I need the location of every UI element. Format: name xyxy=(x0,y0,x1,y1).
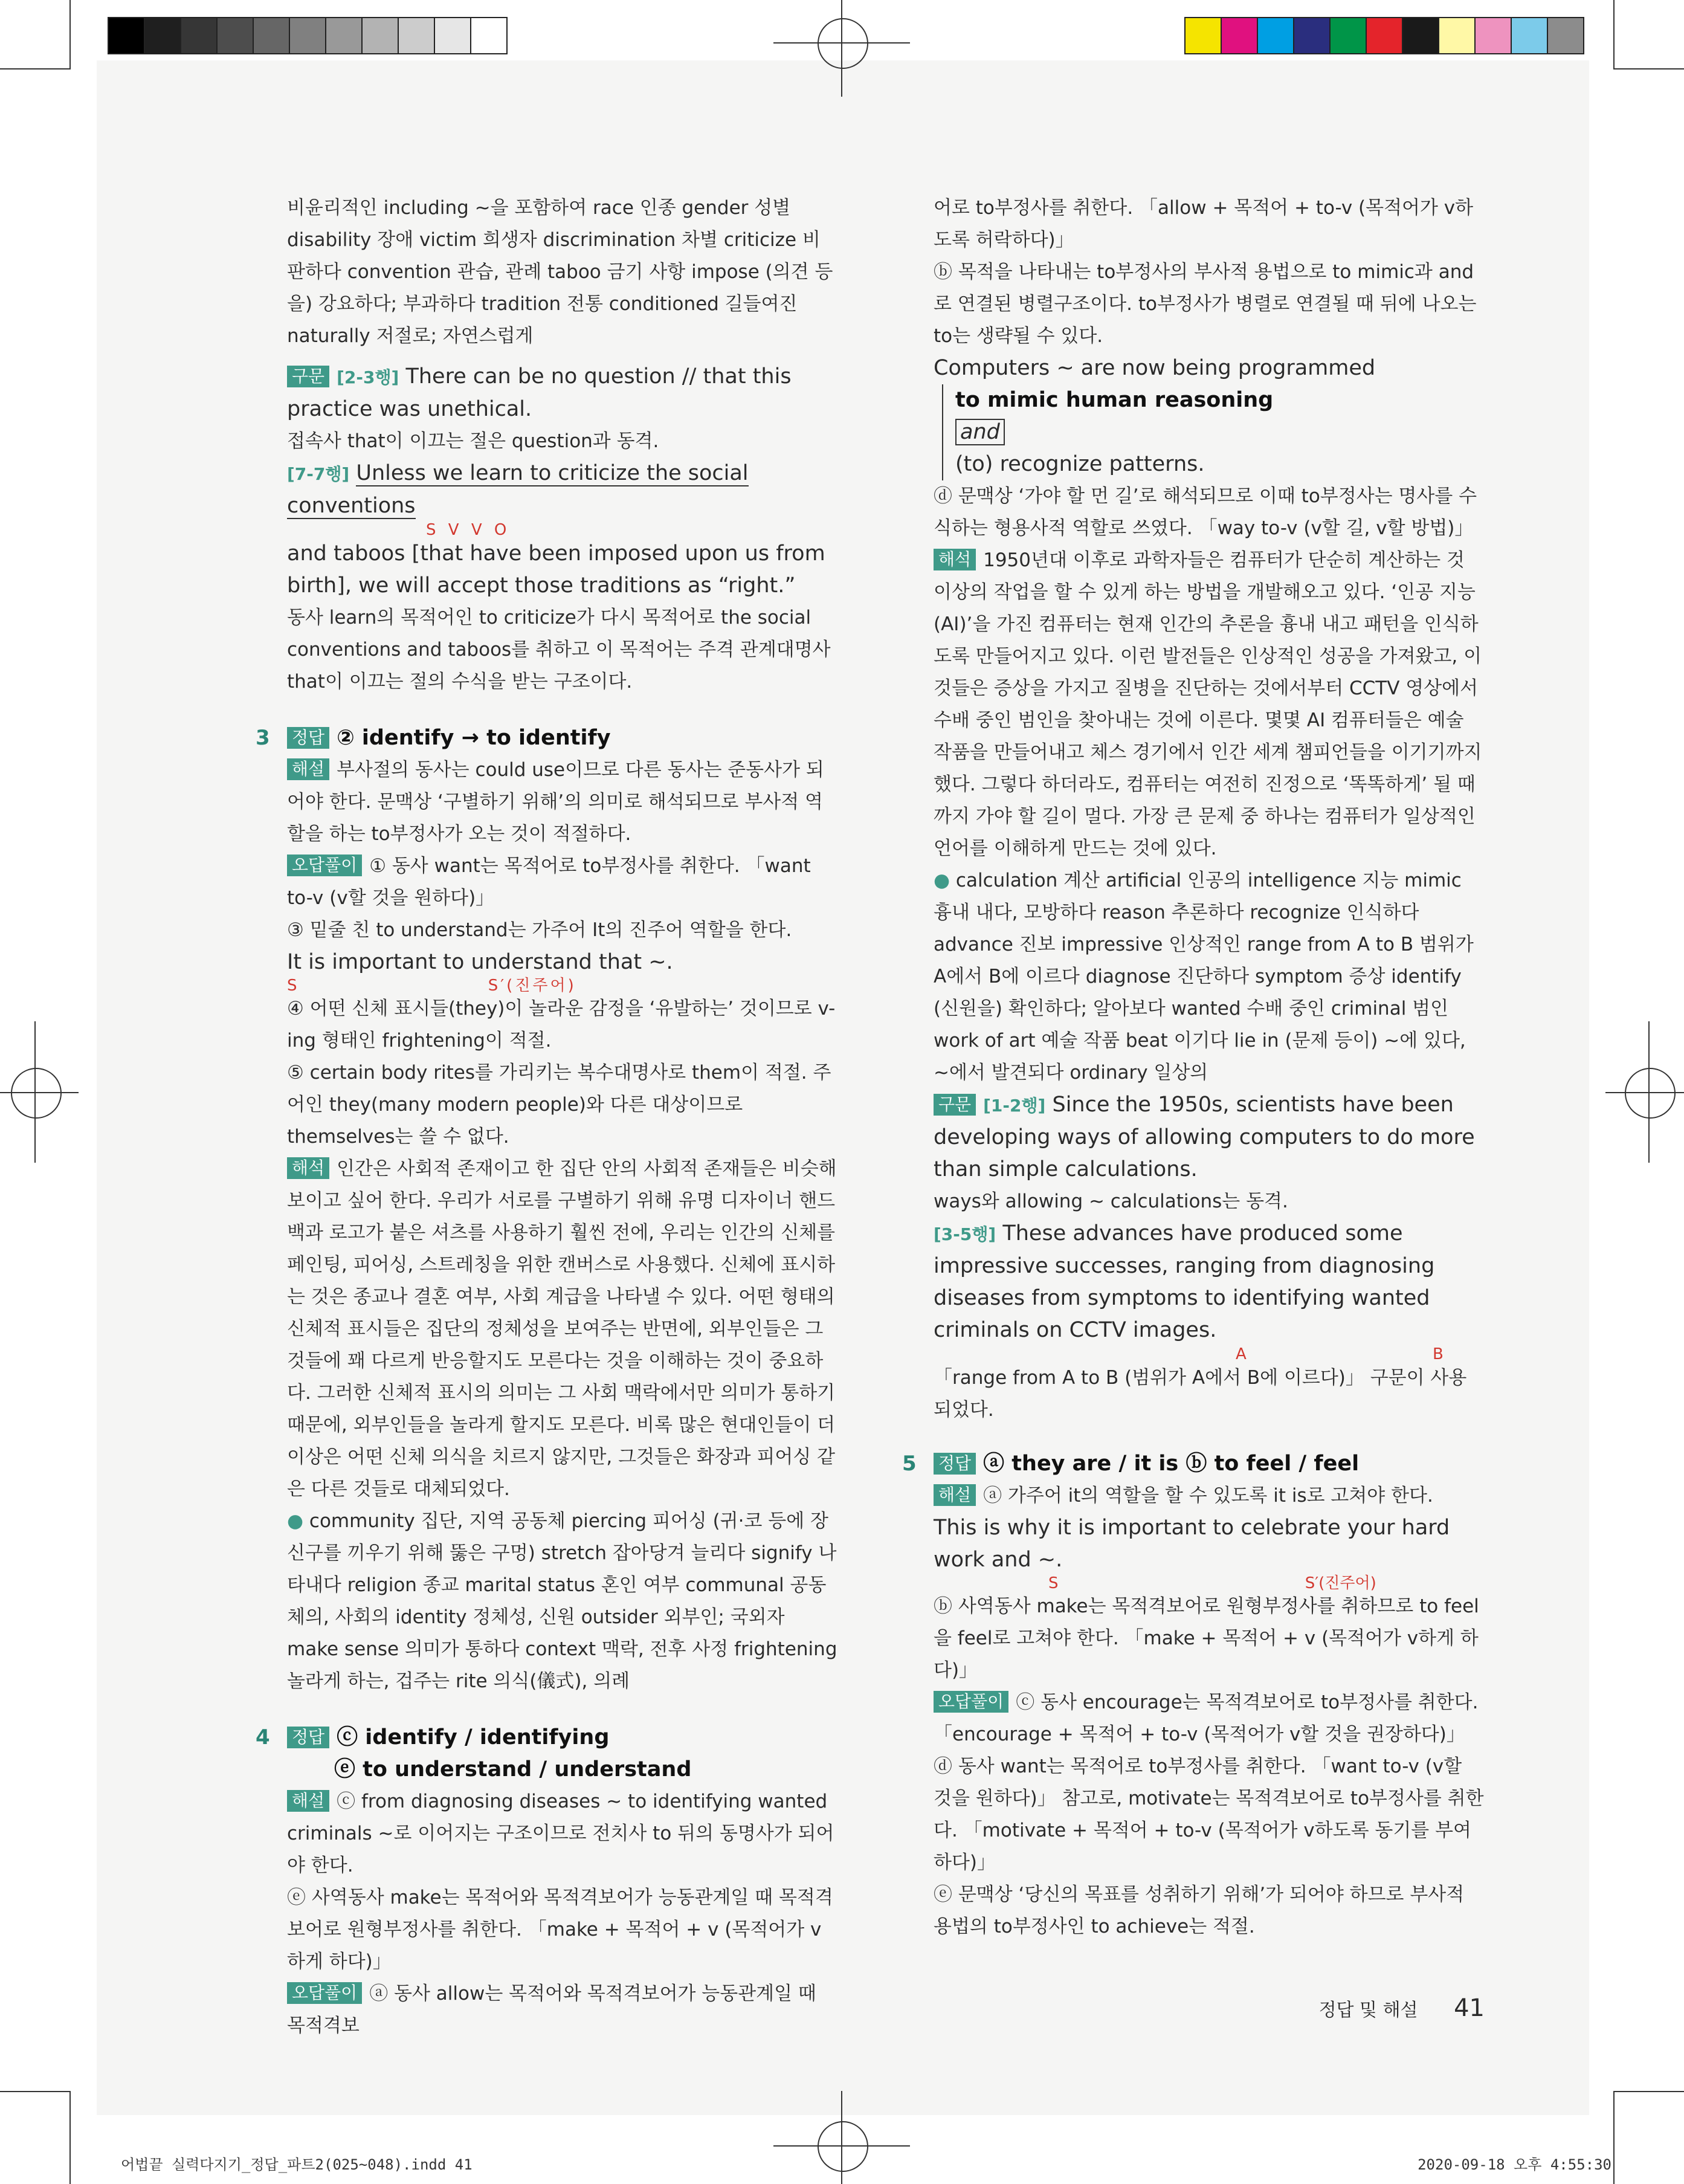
grammar-note: 접속사 that이 이끄는 절은 question과 동격. xyxy=(287,430,659,452)
explanation: 부사절의 동사는 could use이므로 다른 동사는 준동사가 되어야 한다. 문맥상 ‘구별하기 위해’의 의미로 해석되므로 부사적 역할을 하는 to부정사가 오는 것이 적절하다. xyxy=(287,759,824,845)
print-timestamp: 2020-09-18 오후 4:55:30 xyxy=(1418,2156,1611,2173)
answer: ⓔ to understand / understand xyxy=(334,1757,692,1782)
question-number: 4 xyxy=(256,1725,270,1749)
example-sentence: These advances have produced some impressive successes, ranging from diagnosing diseases from symptoms to identifying wanted criminals on CCTV images. xyxy=(934,1221,1435,1342)
example-sentence: It is important to understand that ~. xyxy=(287,950,673,974)
explanation: ⓐ 가주어 it의 역할을 할 수 있도록 it is로 고쳐야 한다. xyxy=(983,1485,1433,1507)
crop-mark xyxy=(0,2091,69,2092)
gumun-block: 구문 [2-3행] There can be no question // that this practice was unethical. 접속사 that이 이끄는 절은 question과 동격. [7-7행] Unless we learn to criticize the social conventions S V V O and taboos [that have been imposed upon us from birth], we will accept those traditions as “right.” 동사 learn의 목적어인 to criticize가 다시 목적어로 the social conventions and taboos를 취하고 이 목적어는 주격 관계대명사 that이 이끄는 절의 수식을 받는 구조이다. xyxy=(287,361,838,698)
crop-mark xyxy=(1615,68,1684,69)
example-sentence: Computers ~ are now being programmed xyxy=(934,356,1376,380)
translation: 1950년대 이후로 과학자들은 컴퓨터가 단순히 계산하는 것 이상의 작업을 할 수 있게 하는 방법을 개발해오고 있다. ‘인공 지능(AI)’을 가진 컴퓨터는 현재 인간의 추론을 흉내 내고 패턴을 인식하도록 만들어지고 있다. 이런 발전들은 인상적인 성공을 가져왔고, 이것들은 증상을 가지고 질병을 진단하는 것에서부터 CCTV 영상에서 수배 중인 범인을 찾아내는 것에 이른다. 몇몇 AI 컴퓨터들은 예술 작품을 만들어내고 체스 경기에서 인간 세계 챔피언들을 이기기까지 했다. 그렇다 하더라도, 컴퓨터는 여전히 진정으로 ‘똑똑하게’ 될 때까지 가야 할 길이 멀다. 가장 큰 문제 중 하나는 컴퓨터가 일상적인 언어를 이해하게 만드는 것에 있다. xyxy=(934,549,1482,859)
example-sentence: and taboos [that have been imposed upon us from birth], we will accept those traditions as “right.” xyxy=(287,541,825,598)
question-number: 5 xyxy=(902,1452,917,1476)
question-4: 4 정답 ⓒ identify / identifying ⓔ to understand / understand 해설 ⓒ from diagnosing diseases ~ to identifying wanted criminals ~로 이어지는 구조이므로 전치사 to 뒤의 동명사가 되어야 한다. ⓔ 사역동사 make는 목적어와 목적격보어가 능동관계일 때 목적격보어로 원형부정사를 취한다. 「make + 목적어 + v (목적어가 v하게 하다)」 오답풀이 ⓐ 동사 allow는 목적어와 목적격보어가 능동관계일 때 목적격보 xyxy=(287,1722,838,2042)
left-column xyxy=(256,192,838,2042)
vocab-list: 비윤리적인 including ~을 포함하여 race 인종 gender 성별 disability 장애 victim 희생자 discrimination 차별 criticize 비판하다 convention 관습, 관례 taboo 금기 사항 impose (의견 등을) 강요하다; 부과하다 tradition 전통 conditioned 길들여진 naturally 저절로; 자연스럽게 xyxy=(287,197,833,347)
question-3: 3 정답 ② identify → to identify 해설 부사절의 동사는 could use이므로 다른 동사는 준동사가 되어야 한다. 문맥상 ‘구별하기 위해’의 의미로 해석되므로 부사적 역할을 하는 to부정사가 오는 것이 적절하다. 오답풀이 ① 동사 want는 목적어로 to부정사를 취한다. 「want to-v (v할 것을 원하다)」 ③ 밑줄 친 to understand는 가주어 It의 진주어 역할을 한다. It is important to understand that ~. S S′(진주어) ④ 어떤 신체 표시들(they)이 놀라운 감정을 ‘유발하는’ 것이므로 v-ing 형태인 frightening이 적절. ⑤ certain body rites를 가리키는 복수대명사로 them이 적절. 주어인 they(many modern people)와 다른 대상이므로 themselves는 쓸 수 없다. 해석 인간은 사회적 존재이고 한 집단 안의 사회적 존재들은 비슷해 보이고 싶어 한다. 우리가 서로를 구별하기 위해 유명 디자이너 핸드백과 로고가 붙은 셔츠를 사용하기 훨씬 전에, 우리는 인간의 신체를 페인팅, 피어싱, 스트레칭을 위한 캔버스로 사용했다. 신체에 표시하는 것은 종교나 결혼 여부, 사회 계급을 나타낼 수 있다. 어떤 형태의 신체적 표시들은 집단의 정체성을 보여주는 반면에, 외부인들은 그것들에 꽤 다르게 반응할지도 모른다는 것을 이해하는 것이 중요하다. 그러한 신체적 표시의 의미는 그 사회 맥락에서만 의미가 통하기 때문에, 외부인들을 놀라게 할지도 모른다. 비록 많은 현대인들이 더 이상은 어떤 신체 의식을 치르지 않지만, 그것들은 화장과 피어싱 같은 다른 것들로 대체되었다. ● community 집단, 지역 공동체 piercing 피어싱 (귀·코 등에 장신구를 끼우기 위해 뚫은 구멍) stretch 잡아당겨 늘리다 signify 나타내다 religion 종교 marital status 혼인 여부 communal 공동체의, 사회의 identity 정체성, 신원 outsider 외부인; 국외자 make sense 의미가 통하다 context 맥락, 전후 사정 frightening 놀라게 하는, 겁주는 rite 의식(儀式), 의례 xyxy=(287,722,838,1698)
crop-mark xyxy=(69,2091,71,2184)
explanation: ⓒ from diagnosing diseases ~ to identifying wanted criminals ~로 이어지는 구조이므로 전치사 to 뒤의 동명사가 되어야 한다. xyxy=(287,1791,834,1876)
crop-mark xyxy=(0,68,69,69)
file-slug: 어법끝 실력다지기_정답_파트2(025~048).indd 41 xyxy=(121,2156,473,2173)
grammar-note: 동사 learn의 목적어인 to criticize가 다시 목적어로 the social conventions and taboos를 취하고 이 목적어는 주격 관계대명사 that이 이끄는 절의 수식을 받는 구조이다. xyxy=(287,607,831,693)
question-number: 3 xyxy=(256,726,270,750)
syntax-marks: S S′(진주어) xyxy=(1048,1574,1376,1592)
crop-mark xyxy=(1615,2091,1684,2092)
question-5: 5 정답 ⓐ they are / it is ⓑ to feel / feel 해설 ⓐ 가주어 it의 역할을 할 수 있도록 it is로 고쳐야 한다. This is why it is important to celebrate your hard work and ~. S S′(진주어) ⓑ 사역동사 make는 목적격보어로 원형부정사를 취하므로 to feel을 feel로 고쳐야 한다. 「make + 목적어 + v (목적어가 v하게 하다)」 오답풀이 ⓒ 동사 encourage는 목적격보어로 to부정사를 취한다. 「encourage + 목적어 + to-v (목적어가 v할 것을 권장하다)」 ⓓ 동사 want는 목적어로 to부정사를 취한다. 「want to-v (v할 것을 원하다)」 참고로, motivate는 목적격보어로 to부정사를 취한다. 「motivate + 목적어 + to-v (목적어가 v하도록 동기를 부여하다)」 ⓔ 문맥상 ‘당신의 목표를 성취하기 위해’가 되어야 하므로 부사적 용법의 to부정사인 to achieve는 적절. xyxy=(934,1448,1485,1943)
translation: 인간은 사회적 존재이고 한 집단 안의 사회적 존재들은 비슷해 보이고 싶어 한다. 우리가 서로를 구별하기 위해 유명 디자이너 핸드백과 로고가 붙은 셔츠를 사용하기 훨씬 전에, 우리는 인간의 신체를 페인팅, 피어싱, 스트레칭을 위한 캔버스로 사용했다. 신체에 표시하는 것은 종교나 결혼 여부, 사회 계급을 나타낼 수 있다. 어떤 형태의 신체적 표시들은 집단의 정체성을 보여주는 반면에, 외부인들은 그것들에 꽤 다르게 반응할지도 모른다는 것을 이해하는 것이 중요하다. 그러한 신체적 표시의 의미는 그 사회 맥락에서만 의미가 통하기 때문에, 외부인들을 놀라게 할지도 모른다. 비록 많은 현대인들이 더 이상은 어떤 신체 의식을 치르지 않지만, 그것들은 화장과 피어싱 같은 다른 것들로 대체되었다. xyxy=(287,1158,837,1500)
syntax-marks: S S′(진주어) xyxy=(287,977,576,995)
color-bar xyxy=(1184,17,1584,54)
answer: ⓒ identify / identifying xyxy=(337,1725,610,1749)
page-footer xyxy=(1319,1994,1485,2022)
syntax-marks: A B xyxy=(1236,1345,1444,1363)
vocab-list: community 집단, 지역 공동체 piercing 피어싱 (귀·코 등에 장신구를 끼우기 위해 뚫은 구멍) stretch 잡아당겨 늘리다 signify 나타내다 religion 종교 marital status 혼인 여부 communal 공동체의, 사회의 identity 정체성, 신원 outsider 외부인; 국외자 make sense 의미가 통하다 context 맥락, 전후 사정 frightening 놀라게 하는, 겁주는 rite 의식(儀式), 의례 xyxy=(287,1510,837,1692)
example-sentence: Unless we learn to criticize the social conventions xyxy=(287,461,749,518)
gumun-tag: 구문 xyxy=(287,366,329,387)
crop-mark xyxy=(1613,0,1615,69)
bullet-icon: ● xyxy=(287,1510,304,1532)
answer: ⓐ they are / it is ⓑ to feel / feel xyxy=(983,1452,1360,1476)
example-sentence: This is why it is important to celebrate your hard work and ~. xyxy=(934,1516,1450,1572)
parallel-structure: to mimic human reasoning and (to) recognize patterns. xyxy=(942,384,1485,480)
example-sentence: There can be no question // that this practice was unethical. xyxy=(287,364,792,421)
gray-scale-bar xyxy=(108,17,508,54)
crop-mark xyxy=(69,0,71,69)
answer: ② identify → to identify xyxy=(337,726,611,750)
bullet-icon: ● xyxy=(934,870,950,891)
syntax-marks: S V V O xyxy=(426,521,511,539)
crop-mark xyxy=(1613,2091,1615,2184)
right-column: 어로 to부정사를 취한다. 「allow + 목적어 + to-v (목적어가 v하도록 허락하다)」 ⓑ 목적을 나타내는 to부정사의 부사적 용법으로 to mimic과 and로 연결된 병렬구조이다. to부정사가 병렬로 연결될 때 뒤에 나오는 to는 생략될 수 있다. Computers ~ are now being programmed to mimic human reasoning and (to) recognize patterns. ⓓ 문맥상 ‘가야 할 먼 길’로 해석되므로 이때 to부정사는 명사를 수식하는 형용사적 역할로 쓰였다. 「way to-v (v할 길, v할 방법)」 해석 1950년대 이후로 과학자들은 컴퓨터가 단순히 계산하는 것 이상의 작업을 할 수 있게 하는 방법을 개발해오고 있다. ‘인공 지능(AI)’을 가진 컴퓨터는 현재 인간의 추론을 흉내 내고 패턴을 인식하도록 만들어지고 있다. 이런 발전들은 인상적인 성공을 가져왔고, 이것들은 증상을 가지고 질병을 진단하는 것에서부터 CCTV 영상에서 수배 중인 범인을 찾아내는 것에 이른다. 몇몇 AI 컴퓨터들은 예술 작품을 만들어내고 체스 경기에서 인간 세계 챔피언들을 이기기까지 했다. 그렇다 하더라도, 컴퓨터는 여전히 진정으로 ‘똑똑하게’ 될 때까지 가야 할 길이 멀다. 가장 큰 문제 중 하나는 컴퓨터가 일상적인 언어를 이해하게 만드는 것에 있다. ● calculation 계산 artificial 인공의 intelligence 지능 mimic 흉내 내다, 모방하다 reason 추론하다 recognize 인식하다 advance 진보 impressive 인상적인 range from A to B 범위가 A에서 B에 이르다 diagnose 진단하다 symptom 증상 identify (신원을) 확인하다; 알아보다 wanted 수배 중인 criminal 범인 work of art 예술 작품 beat 이기다 lie in (문제 등이) ~에 있다, ~에서 발견되다 ordinary 일상의 구문 [1-2행] Since the 1950s, scientists have been developing ways of allowing computers to do more than simple calculations. ways와 allowing ~ calculations는 동격. [3-5행] These advances have produced some impressive successes, ranging from diagnosing diseases from symptoms to identifying wanted criminals on CCTV images. A B 「range from A to B (범위가 A에서 B에 이르다)」 구문이 사용되었다. 5 정답 ⓐ they are / it is ⓑ to feel / feel 해설 ⓐ 가주어 it의 역할을 할 수 있도록 it is로 고쳐야 한다. This is why it is important to celebrate your hard work and ~. S S′(진주어) ⓑ 사역동사 make는 목적격보어로 원형부정사를 취하므로 to feel을 feel로 고쳐야 한다. 「make + 목적어 + v (목적어가 v하게 하다)」 오답풀이 ⓒ 동사 encourage는 목적격보어로 to부정사를 취한다. 「encourage + 목적어 + to-v (목적어가 v할 것을 권장하다)」 ⓓ 동사 want는 목적어로 to부정사를 취한다. 「want to-v (v할 것을 원하다)」 참고로, motivate는 목적격보어로 to부정사를 취한다. 「motivate + 목적어 + to-v (목적어가 v하도록 동기를 부여하다)」 ⓔ 문맥상 ‘당신의 목표를 성취하기 위해’가 되어야 하므로 부사적 용법의 to부정사인 to achieve는 적절. xyxy=(934,192,1485,1943)
page-number: 41 xyxy=(1454,1994,1485,2022)
example-sentence: Since the 1950s, scientists have been developing ways of allowing computers to do more than simple calculations. xyxy=(934,1093,1475,1181)
vocab-list: calculation 계산 artificial 인공의 intelligence 지능 mimic 흉내 내다, 모방하다 reason 추론하다 recognize 인식하다 advance 진보 impressive 인상적인 range from A to B 범위가 A에서 B에 이르다 diagnose 진단하다 symptom 증상 identify (신원을) 확인하다; 알아보다 wanted 수배 중인 criminal 범인 work of art 예술 작품 beat 이기다 lie in (문제 등이) ~에 있다, ~에서 발견되다 ordinary 일상의 xyxy=(934,870,1474,1084)
section-label: 정답 및 해설 xyxy=(1318,2000,1418,2021)
